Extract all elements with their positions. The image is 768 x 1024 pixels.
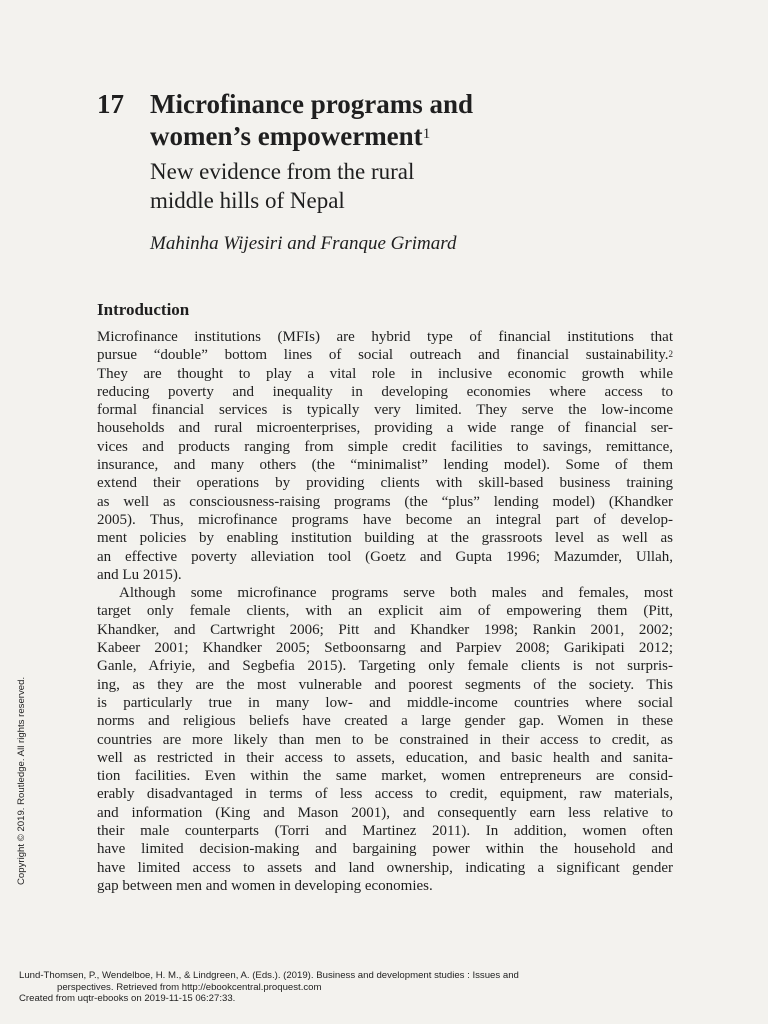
text-line: countries are more likely than men to be constrained in their access to credit, as (97, 731, 673, 748)
text-line: gap between men and women in developing economies. (97, 877, 433, 894)
text-line: Khandker, and Cartwright 2006; Pitt and Khandker 1998; Rankin 2001, 2002; (97, 621, 673, 638)
text-line: households and rural microenterprises, providing a wide range of financial ser- (97, 420, 673, 437)
text-line: formal financial services is typically very limited. They serve the low-income (97, 402, 673, 419)
text-line: Microfinance institutions (MFIs) are hybrid type of financial institutions that (97, 329, 673, 345)
text-line: Ganle, Afriyie, and Segbefia 2015). Targeting only female clients is not surpris- (97, 658, 673, 675)
text-line-content: pursue “double” bottom lines of social outreach and financial sustainability. (97, 347, 669, 364)
footer-line: Created from uqtr-ebooks on 2019-11-15 06:27:33. (19, 993, 236, 1004)
text-line: and information (King and Mason 2001), and consequently earn less relative to (97, 804, 673, 821)
chapter-authors: Mahinha Wijesiri and Franque Grimard (150, 233, 457, 254)
paragraph (97, 584, 673, 895)
subtitle-line: middle hills of Nepal (150, 188, 345, 213)
section-heading: Introduction (97, 300, 190, 319)
chapter-title-text: women’s empowerment (150, 121, 423, 151)
footer-line: Lund-Thomsen, P., Wendelboe, H. M., & Lindgreen, A. (Eds.). (2019). Business and development studies : Issues and (19, 970, 519, 981)
text-line: They are thought to play a vital role in inclusive economic growth while (97, 365, 673, 382)
citation-footer (19, 970, 619, 1005)
chapter-title-line: Microfinance programs and (150, 89, 473, 119)
chapter-number: 17 (97, 89, 124, 119)
text-line: have limited access to assets and land ownership, indicating a significant gender (97, 859, 673, 876)
text-line: have limited decision-making and bargaining power within the household and (97, 841, 673, 858)
text-line: tion facilities. Even within the same market, women entrepreneurs are consid- (97, 768, 673, 785)
text-line: ing, as they are the most vulnerable and poorest segments of the society. This (97, 676, 673, 693)
footnote-marker[interactable]: 1 (422, 126, 431, 142)
text-line: 2005). Thus, microfinance programs have become an integral part of develop- (97, 511, 673, 528)
text-line: ment policies by enabling institution building at the grassroots level as well as (97, 530, 673, 547)
text-line: their male counterparts (Torri and Martinez 2011). In addition, women often (97, 823, 673, 840)
text-line: norms and religious beliefs have created a large gender gap. Women in these (97, 713, 673, 730)
text-line: Although some microfinance programs serve both males and females, most (119, 585, 673, 602)
text-line: target only female clients, with an explicit aim of empowering them (Pitt, (97, 603, 673, 620)
paragraph (97, 328, 673, 584)
chapter-title (150, 88, 670, 152)
subtitle-line: New evidence from the rural (150, 159, 415, 184)
text-line: reducing poverty and inequality in developing economies where access to (97, 383, 673, 400)
footnote-marker[interactable]: 2 (668, 349, 673, 360)
chapter-title-line (150, 120, 670, 152)
text-line: as well as consciousness-raising programs (the “plus” lending model) (Khandker (97, 493, 673, 510)
text-line: vices and products ranging from simple credit facilities to savings, remittance, (97, 438, 673, 455)
body-text (97, 328, 673, 895)
text-line: and Lu 2015). (97, 566, 182, 583)
text-line: Kabeer 2001; Khandker 2005; Setboonsarng and Parpiev 2008; Garikipati 2012; (97, 640, 673, 657)
text-line: erably disadvantaged in terms of less access to credit, equipment, raw materials, (97, 786, 673, 803)
text-line (97, 346, 673, 364)
chapter-subtitle (150, 157, 630, 215)
footer-line: perspectives. Retrieved from http://ebookcentral.proquest.com (57, 981, 322, 993)
text-line: an effective poverty alleviation tool (Goetz and Gupta 1996; Mazumder, Ullah, (97, 548, 673, 565)
text-line: extend their operations by providing clients with skill-based business training (97, 475, 673, 492)
text-line: insurance, and many others (the “minimalist” lending model). Some of them (97, 457, 673, 474)
text-line: well as restricted in their access to assets, education, and basic health and sanita- (97, 749, 673, 766)
copyright-margin-note: Copyright © 2019. Routledge. All rights reserved. (16, 676, 27, 885)
text-line: is particularly true in many low- and middle-income countries where social (97, 694, 673, 711)
